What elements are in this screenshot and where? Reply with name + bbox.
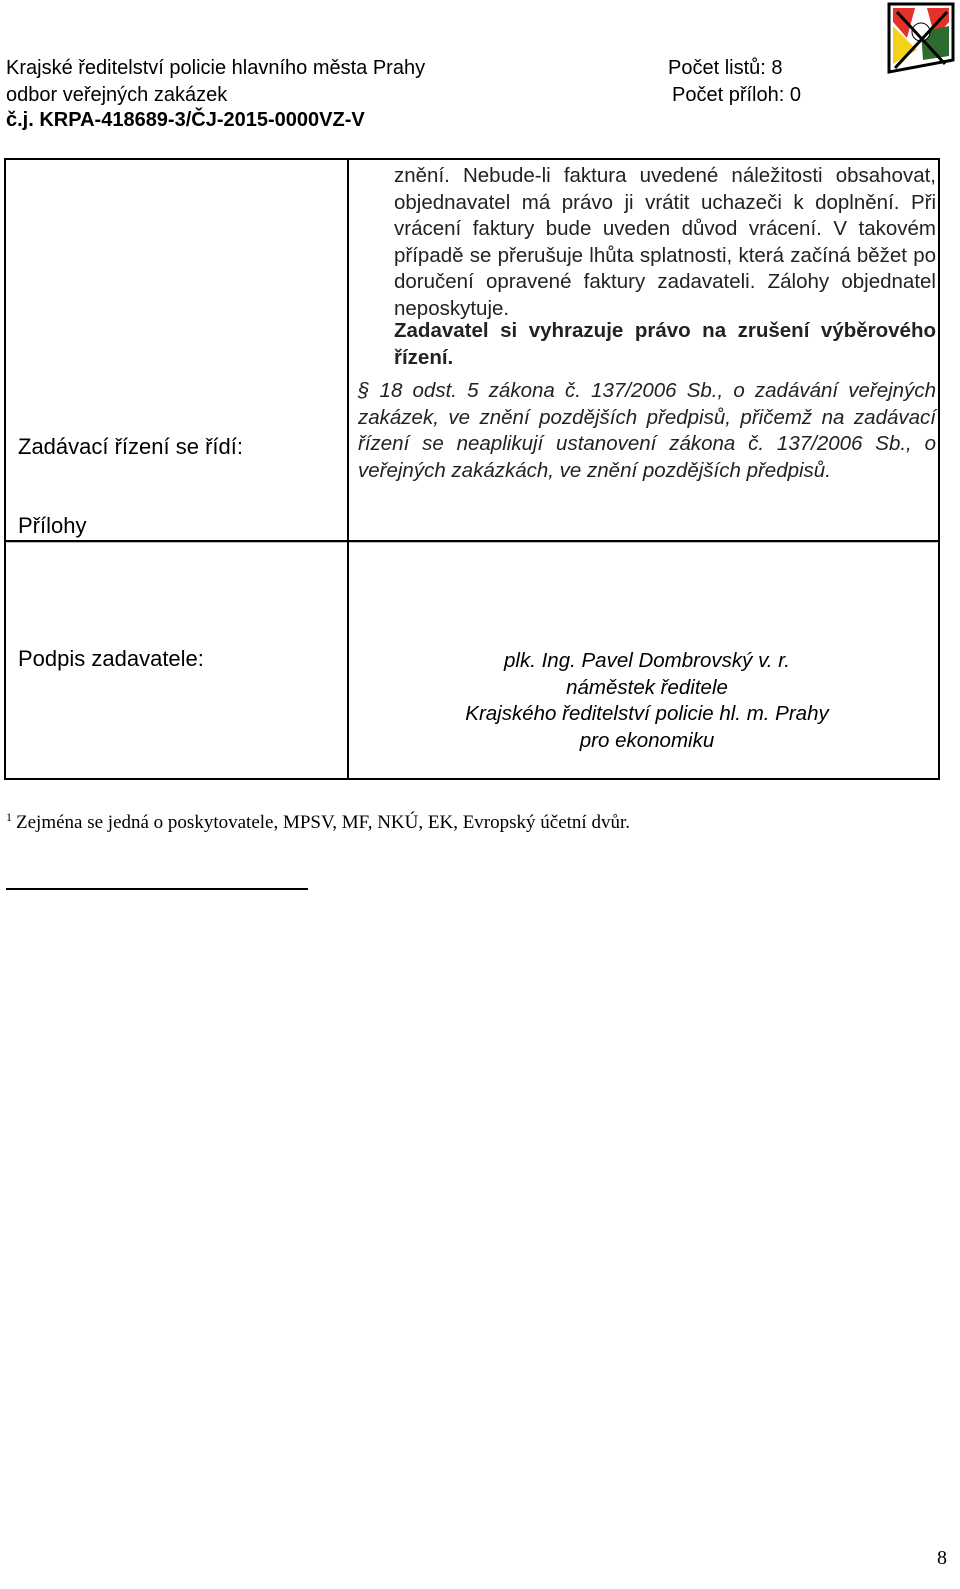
sheet-count: Počet listů: 8 <box>668 57 783 79</box>
attachment-count: Počet příloh: 0 <box>672 84 801 106</box>
signatory-title: náměstek ředitele <box>566 675 728 699</box>
label-attachments: Přílohy <box>18 513 87 538</box>
org-name: Krajské ředitelství policie hlavního města Prahy <box>6 57 426 79</box>
table-left-border <box>4 158 6 780</box>
signatory-organisation: Krajského ředitelství policie hl. m. Prahy <box>465 702 829 725</box>
department-name: odbor veřejných zakázek <box>6 84 228 106</box>
table-row-divider-shadow <box>4 542 940 543</box>
signatory-department: pro ekonomiku <box>579 728 715 752</box>
page-number: 8 <box>937 1547 947 1569</box>
label-governed-by: Zadávací řízení se řídí: <box>18 434 243 459</box>
table-top-border <box>4 158 940 160</box>
signature-block <box>350 648 944 754</box>
cancellation-clause: Zadavatel si vyhrazuje právo na zrušení výběrového řízení. <box>394 319 936 369</box>
police-emblem-icon <box>887 2 955 74</box>
footnote-separator <box>6 888 308 890</box>
signatory-name: plk. Ing. Pavel Dombrovský v. r. <box>504 649 790 672</box>
footnote <box>6 810 630 834</box>
footnote-mark: 1 <box>6 810 12 824</box>
legal-basis-paragraph: § 18 odst. 5 zákona č. 137/2006 Sb., o zadávání veřejných zakázek, ve znění pozdějších předpisů, přičemž na zadávací řízení se neaplikují ustanovení zákona č. 137/2006 Sb., o veřejných zakázkách, ve znění pozdějších předpisů. <box>358 379 936 482</box>
payment-terms-paragraph: znění. Nebude-li faktura uvedené náležitosti obsahovat, objednavatel má právo ji vrátit uchazeči k doplnění. Při vrácení faktury bude uveden důvod vrácení. V takovém případě se přerušuje lhůta splatnosti, která začíná běžet po doručení opravené faktury zadavateli. Zálohy objednatel neposkytuje. <box>394 164 936 320</box>
footnote-text: Zejména se jedná o poskytovatele, MPSV, MF, NKÚ, EK, Evropský účetní dvůr. <box>16 812 630 833</box>
reference-number: č.j. KRPA-418689-3/ČJ-2015-0000VZ-V <box>6 109 365 131</box>
label-signature: Podpis zadavatele: <box>18 646 204 671</box>
table-bottom-border <box>4 778 940 780</box>
table-column-divider <box>347 158 349 780</box>
